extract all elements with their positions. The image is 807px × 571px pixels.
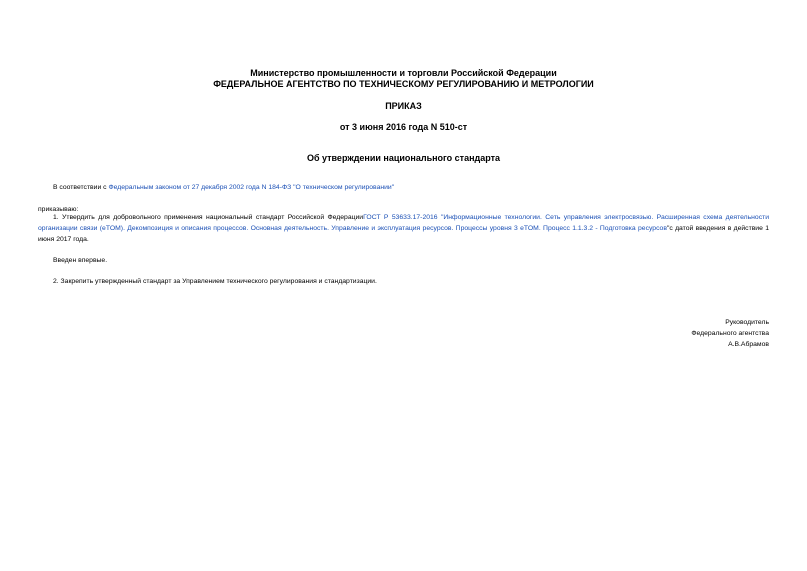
ministry-heading: Министерство промышленности и торговли Российской Федерации: [250, 68, 557, 78]
document-type: ПРИКАЗ: [385, 101, 422, 111]
item1-paragraph: [38, 212, 769, 245]
document-date-number: от 3 июня 2016 года N 510-ст: [339, 122, 468, 132]
intro-paragraph: [53, 183, 394, 192]
item1-suffix: "с датой введения в действие 1 июня 2017 года.: [38, 225, 769, 243]
signature-position-line1: Руководитель: [725, 319, 769, 326]
signature-name: А.В.Абрамов: [728, 341, 769, 348]
introduced-first-note: Введен впервые.: [53, 257, 108, 264]
intro-prefix: В соответствии с: [53, 184, 109, 191]
document-subject: Об утверждении национального стандарта: [306, 153, 501, 163]
gost-standard-link[interactable]: ГОСТ Р 53633.17-2016 "Информационные технологии. Сеть управления электросвязью. Расширенная схема деятельности организации связи (eTOM). Декомпозиция и описания процессов. Основная деятельность. Управление и эксплуатация ресурсов. Процессы уровня 3 eTOM. Процесс 1.1.3.2 - Подготовка ресурсов: [38, 214, 770, 232]
federal-law-link[interactable]: Федеральным законом от 27 декабря 2002 года N 184-ФЗ "О техническом регулировании": [108, 184, 395, 191]
item1-prefix: 1. Утвердить для добровольного применения национальный стандарт Российской Федерации: [53, 214, 364, 221]
signature-position-line2: Федерального агентства: [691, 330, 769, 337]
agency-heading: ФЕДЕРАЛЬНОЕ АГЕНТСТВО ПО ТЕХНИЧЕСКОМУ РЕГУЛИРОВАНИЮ И МЕТРОЛОГИИ: [213, 79, 594, 89]
item2-paragraph: 2. Закрепить утвержденный стандарт за Управлением технического регулирования и стандартизации.: [53, 278, 377, 285]
order-word: приказываю:: [38, 206, 79, 213]
